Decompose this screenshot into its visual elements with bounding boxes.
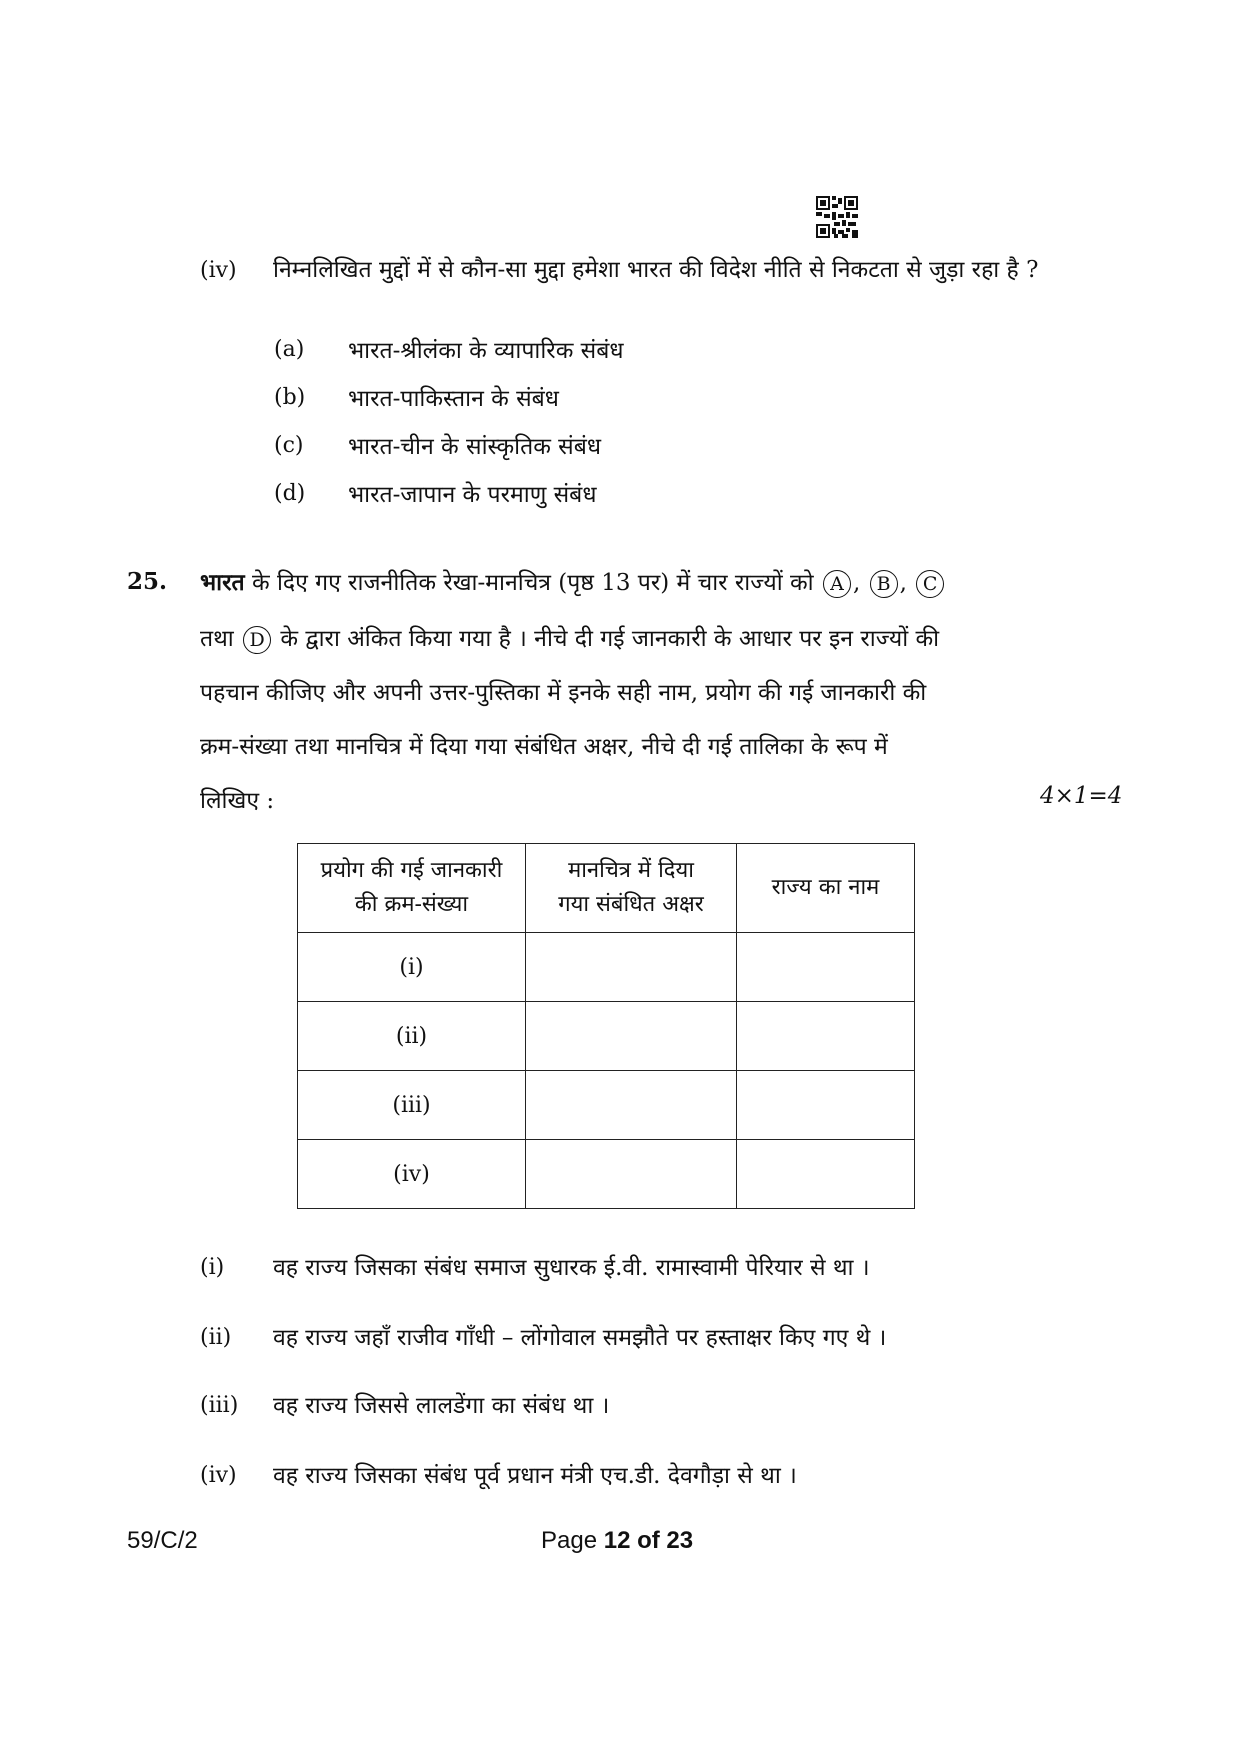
option-a-label: (a) — [274, 337, 305, 362]
page-number: Page 12 of 23 — [541, 1527, 694, 1554]
map-letter-c: C — [916, 570, 944, 598]
option-d-text: भारत-जापान के परमाणु संबंध — [348, 482, 597, 508]
table-row — [298, 1140, 915, 1209]
question-25-bold-word: भारत — [200, 569, 245, 596]
qr-code-icon — [816, 196, 858, 238]
info-label: (iv) — [200, 1463, 237, 1488]
map-letter-a: A — [823, 570, 851, 598]
table-cell-state — [737, 1002, 915, 1071]
question-25-line-2 — [200, 621, 939, 654]
info-label: (iii) — [200, 1393, 239, 1418]
marks-allocation: 4×1=4 — [1040, 783, 1123, 809]
info-text: वह राज्य जिसका संबंध समाज सुधारक ई.वी. रामास्वामी पेरियार से था । — [273, 1255, 870, 1281]
table-cell-state — [737, 1140, 915, 1209]
paper-code: 59/C/2 — [127, 1527, 198, 1554]
question-iv-text: निम्नलिखित मुद्दों में से कौन-सा मुद्दा हमेशा भारत की विदेश नीति से निकटता से जुड़ा रहा है ? — [273, 257, 1039, 283]
table-cell-letter — [526, 1002, 737, 1071]
question-25-line-2-prefix: तथा — [200, 626, 234, 652]
answer-table — [297, 843, 915, 1209]
map-letter-d: D — [243, 626, 271, 654]
question-25-line-1-text: के दिए गए राजनीतिक रेखा-मानचित्र (पृष्ठ 13 पर) में चार राज्यों को — [244, 570, 814, 596]
info-text: वह राज्य जहाँ राजीव गाँधी – लोंगोवाल समझौते पर हस्ताक्षर किए गए थे । — [273, 1325, 887, 1351]
info-label: (ii) — [200, 1325, 232, 1350]
info-text: वह राज्य जिससे लालडेंगा का संबंध था । — [273, 1393, 610, 1419]
table-cell-letter — [526, 933, 737, 1002]
question-25-line-3: पहचान कीजिए और अपनी उत्तर-पुस्तिका में इनके सही नाम, प्रयोग की गई जानकारी की — [200, 680, 927, 706]
table-header-row — [298, 844, 915, 933]
table-cell-serial: (i) — [298, 933, 526, 1002]
table-cell-state — [737, 1071, 915, 1140]
table-row — [298, 1002, 915, 1071]
header-serial-number: प्रयोग की गई जानकारी की क्रम-संख्या — [298, 844, 526, 933]
table-cell-letter — [526, 1071, 737, 1140]
option-d-label: (d) — [274, 481, 306, 506]
header-state-name: राज्य का नाम — [737, 844, 915, 933]
info-label: (i) — [200, 1255, 225, 1280]
option-c-text: भारत-चीन के सांस्कृतिक संबंध — [348, 434, 602, 460]
table-cell-state — [737, 933, 915, 1002]
table-cell-serial: (ii) — [298, 1002, 526, 1071]
option-c-label: (c) — [274, 433, 304, 458]
option-a-text: भारत-श्रीलंका के व्यापारिक संबंध — [348, 338, 624, 364]
option-b-label: (b) — [274, 385, 306, 410]
table-row — [298, 1071, 915, 1140]
question-25-line-2-text: के द्वारा अंकित किया गया है । नीचे दी गई जानकारी के आधार पर इन राज्यों की — [273, 626, 940, 652]
option-b-text: भारत-पाकिस्तान के संबंध — [348, 386, 559, 412]
info-text: वह राज्य जिसका संबंध पूर्व प्रधान मंत्री एच.डी. देवगौड़ा से था । — [273, 1463, 797, 1489]
table-cell-letter — [526, 1140, 737, 1209]
question-25-line-5: लिखिए : — [200, 788, 275, 814]
table-cell-serial: (iv) — [298, 1140, 526, 1209]
header-map-letter: मानचित्र में दिया गया संबंधित अक्षर — [526, 844, 737, 933]
table-row — [298, 933, 915, 1002]
question-25-number: 25. — [127, 568, 168, 595]
question-25-line-4: क्रम-संख्या तथा मानचित्र में दिया गया संबंधित अक्षर, नीचे दी गई तालिका के रूप में — [200, 734, 888, 760]
question-25-line-1: भारत के दिए गए राजनीतिक रेखा-मानचित्र (पृष्ठ 13 पर) में चार राज्यों को A , B , C — [200, 565, 946, 598]
table-cell-serial: (iii) — [298, 1071, 526, 1140]
question-iv-label: (iv) — [200, 258, 237, 283]
map-letter-b: B — [870, 570, 898, 598]
